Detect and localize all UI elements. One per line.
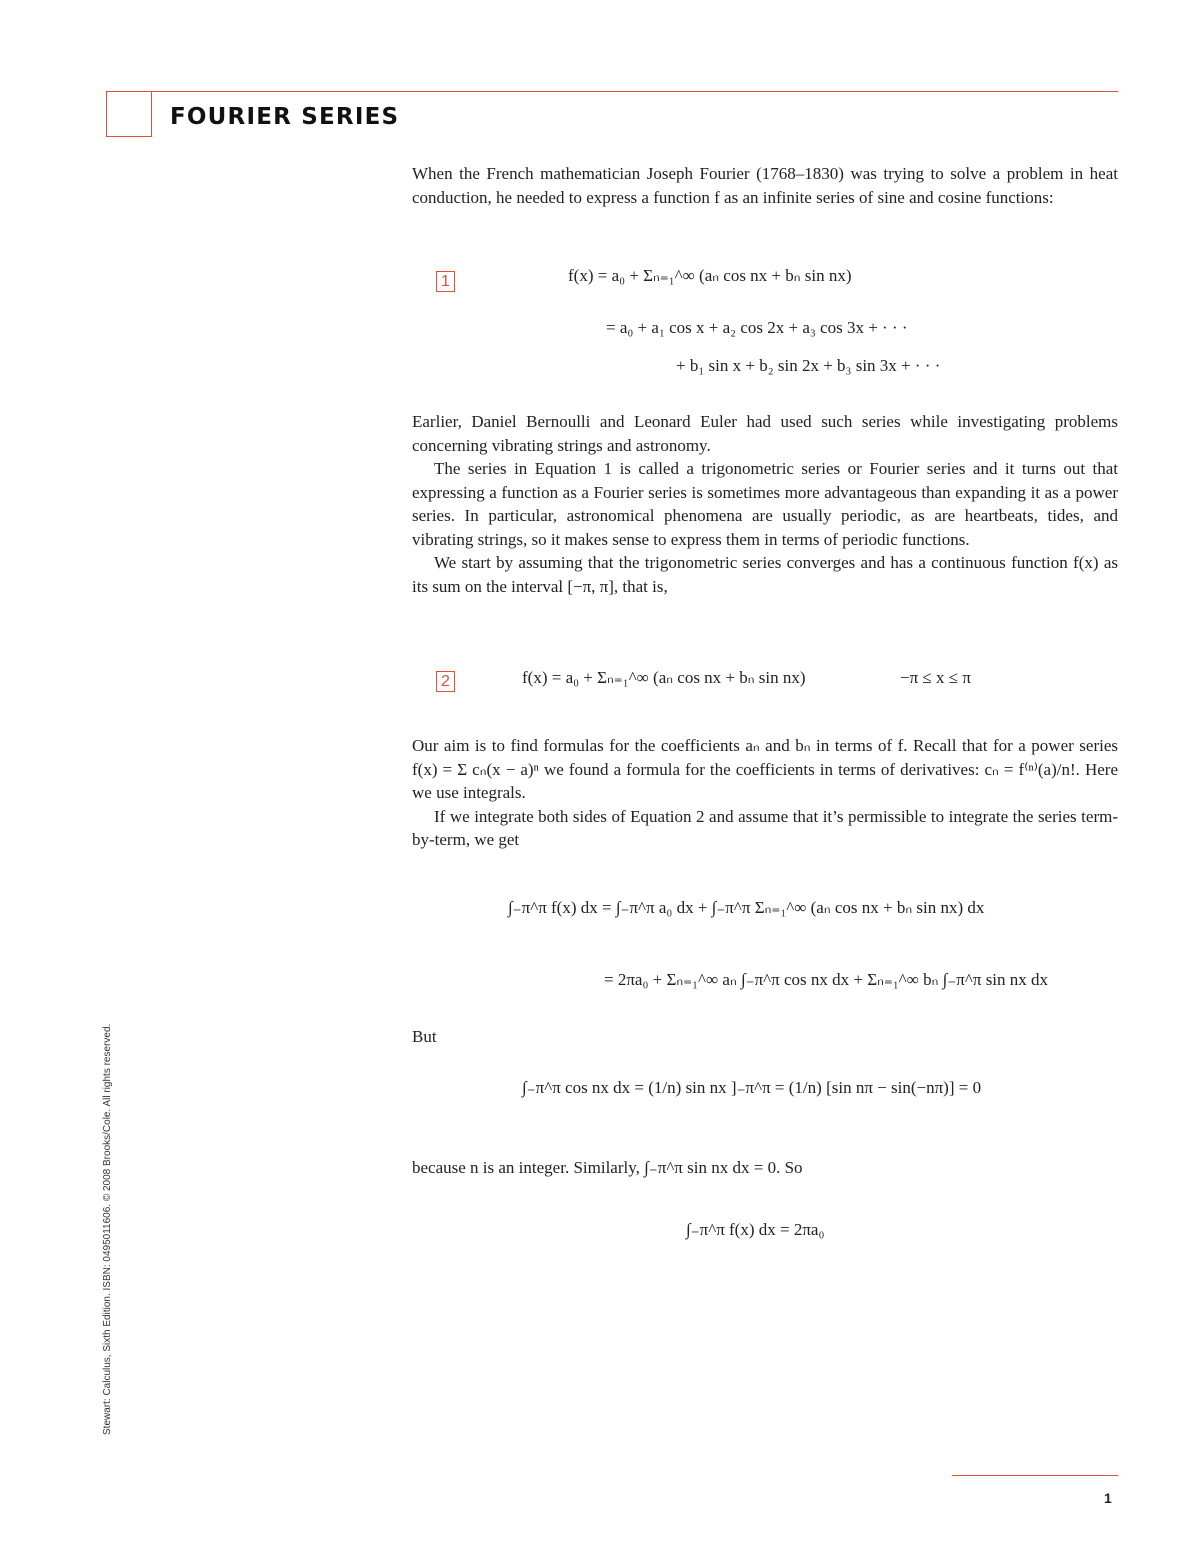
equation-5: ∫₋π^π f(x) dx = 2πa₀ — [686, 1220, 825, 1239]
paragraph-bernoulli: Earlier, Daniel Bernoulli and Leonard Euler had used such series while investigating problems concerning vibrating strings and astronomy. — [412, 412, 1118, 455]
equation-3-line-1: ∫₋π^π f(x) dx = ∫₋π^π a₀ dx + ∫₋π^π Σₙ₌₁^∞ (aₙ cos nx + bₙ sin nx) dx — [508, 898, 985, 917]
bottom-rule — [952, 1475, 1118, 1476]
copyright-side-note: Stewart: Calculus, Sixth Edition. ISBN: 0495011606. © 2008 Brooks/Cole. All rights reserved. — [102, 1023, 113, 1435]
paragraph-similarly: because n is an integer. Similarly, ∫₋π^π sin nx dx = 0. So — [412, 1158, 803, 1177]
intro-paragraph — [412, 162, 1118, 209]
body-paragraphs-1 — [412, 410, 1118, 598]
top-rule — [106, 91, 1118, 92]
intro-text: When the French mathematician Joseph Fourier (1768–1830) was trying to solve a problem in heat conduction, he needed to express a function f as an infinite series of sine and cosine functions: — [412, 164, 1118, 207]
body-paragraphs-2 — [412, 734, 1118, 852]
paragraph-integrate: If we integrate both sides of Equation 2 and assume that it’s permissible to integrate the series term-by-term, we get — [412, 806, 1118, 849]
title-box-decoration — [106, 91, 152, 137]
paragraph-aim: Our aim is to find formulas for the coefficients aₙ and bₙ in terms of f. Recall that for a power series f(x) = Σ cₙ(x − a)ⁿ we found a formula for the coefficients in terms of derivatives: cₙ = f⁽ⁿ⁾(a)/n!. Here we use integrals. — [412, 736, 1118, 802]
paragraph-trig-series: The series in Equation 1 is called a trigonometric series or Fourier series and it turns out that expressing a function as a Fourier series is sometimes more advantageous than expanding it as a power series. In particular, astronomical phenomena are usually periodic, as are heartbeats, tides, and vibrating strings, so it makes sense to express them in terms of periodic functions. — [412, 459, 1118, 549]
equation-1-line-3: + b₁ sin x + b₂ sin 2x + b₃ sin 3x + · · · — [676, 356, 941, 375]
equation-4: ∫₋π^π cos nx dx = (1/n) sin nx ]₋π^π = (1/n) [sin nπ − sin(−nπ)] = 0 — [522, 1078, 982, 1097]
page-number: 1 — [1104, 1490, 1112, 1506]
equation-number-2: 2 — [436, 671, 455, 692]
paragraph-assumption: We start by assuming that the trigonometric series converges and has a continuous function f(x) as its sum on the interval [−π, π], that is, — [412, 553, 1118, 596]
equation-2-condition: −π ≤ x ≤ π — [900, 668, 971, 687]
equation-3-line-2: = 2πa₀ + Σₙ₌₁^∞ aₙ ∫₋π^π cos nx dx + Σₙ₌₁^∞ bₙ ∫₋π^π sin nx dx — [604, 970, 1049, 989]
equation-number-1: 1 — [436, 271, 455, 292]
but-text: But — [412, 1027, 437, 1046]
equation-1-line-1: f(x) = a₀ + Σₙ₌₁^∞ (aₙ cos nx + bₙ sin nx) — [568, 266, 852, 285]
equation-1-line-2: = a₀ + a₁ cos x + a₂ cos 2x + a₃ cos 3x + · · · — [606, 318, 908, 337]
equation-2-formula: f(x) = a₀ + Σₙ₌₁^∞ (aₙ cos nx + bₙ sin nx) — [522, 668, 806, 687]
section-title: FOURIER SERIES — [170, 104, 400, 130]
